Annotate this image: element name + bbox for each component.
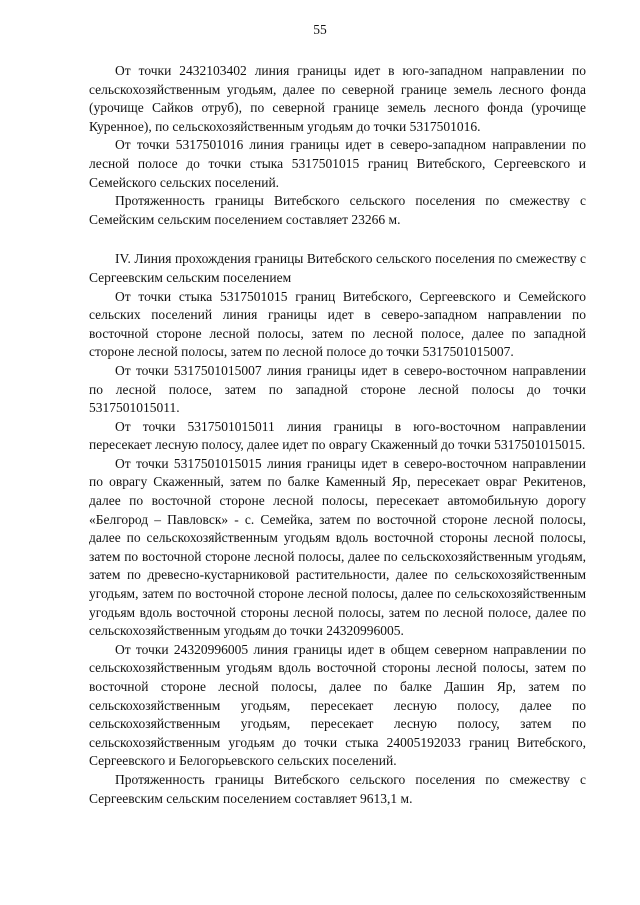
paragraph: От точки 2432103402 линия границы идет в юго-западном направлении по сельскохозяйственным угодьям, далее по северной границе земель лесного фонда (урочище Сайков отруб), по северной границе земель лесного фонда (урочище Куренное), по сельскохозяйственным угодьям до точки 5317501016. bbox=[89, 63, 586, 134]
paragraph: От точки 5317501015007 линия границы идет в северо-восточном направлении по лесной полосе, затем по западной стороне лесной полосы до точки 5317501015011. bbox=[89, 362, 586, 416]
paragraph: От точки 5317501015015 линия границы идет в северо-восточном направлении по оврагу Скаженный, затем по балке Каменный Яр, пересекает овраг Рекитенов, далее по восточной стороне лесной полосы, пересекает автомобильную дорогу «Белгород – Павловск» - с. Семейка, затем по восточной стороне лесной полосы, далее по сельскохозяйственным угодьям вдоль восточной стороны лесной полосы, затем по восточной стороне лесной полосы, далее по сельскохозяйственным угодьям, затем по древесно-кустарниковой растительности, далее по сельскохозяйственным угодьям, затем по восточной стороне лесной полосы, далее по сельскохозяйственным угодьям вдоль восточной стороны лесной полосы, затем по лесной полосе, далее по сельскохозяйственным угодьям до точки 24320996005. bbox=[89, 455, 586, 639]
page-number: 55 bbox=[313, 22, 327, 37]
paragraph: От точки 24320996005 линия границы идет в общем северном направлении по сельскохозяйственным угодьям вдоль восточной стороны лесной полосы, затем по восточной стороне лесной полосы, далее по балке Дашин Яр, затем по сельскохозяйственным угодьям, пересекает лесную полосу, далее по сельскохозяйственным угодьям, пересекает лесную полосу, затем по сельскохозяйственным угодьям до точки стыка 24005192033 границ Витебского, Сергеевского и Белогорьевского сельских поселений. bbox=[89, 641, 586, 769]
paragraph: Протяженность границы Витебского сельского поселения по смежеству с Сергеевским сельским поселением составляет 9613,1 м. bbox=[89, 771, 586, 806]
paragraph: Протяженность границы Витебского сельского поселения по смежеству с Семейским сельским поселением составляет 23266 м. bbox=[89, 193, 586, 227]
document-body bbox=[89, 62, 586, 808]
paragraph: От точки стыка 5317501015 границ Витебского, Сергеевского и Семейского сельских поселений линия границы идет в северо-западном направлении по восточной стороне лесной полосы, затем по лесной полосе, далее по западной стороне лесной полосы, затем по лесной полосе до точки 5317501015007. bbox=[89, 288, 586, 360]
section-heading: IV. Линия прохождения границы Витебского сельского поселения по смежеству с Сергеевским сельским поселением bbox=[89, 251, 586, 285]
paragraph: От точки 5317501015011 линия границы в юго-восточном направлении пересекает лесную полосу, далее идет по оврагу Скаженный до точки 5317501015015. bbox=[89, 418, 586, 453]
paragraph: От точки 5317501016 линия границы идет в северо-западном направлении по лесной полосе до точки стыка 5317501015 границ Витебского, Сергеевского и Семейского сельских поселений. bbox=[89, 137, 586, 190]
